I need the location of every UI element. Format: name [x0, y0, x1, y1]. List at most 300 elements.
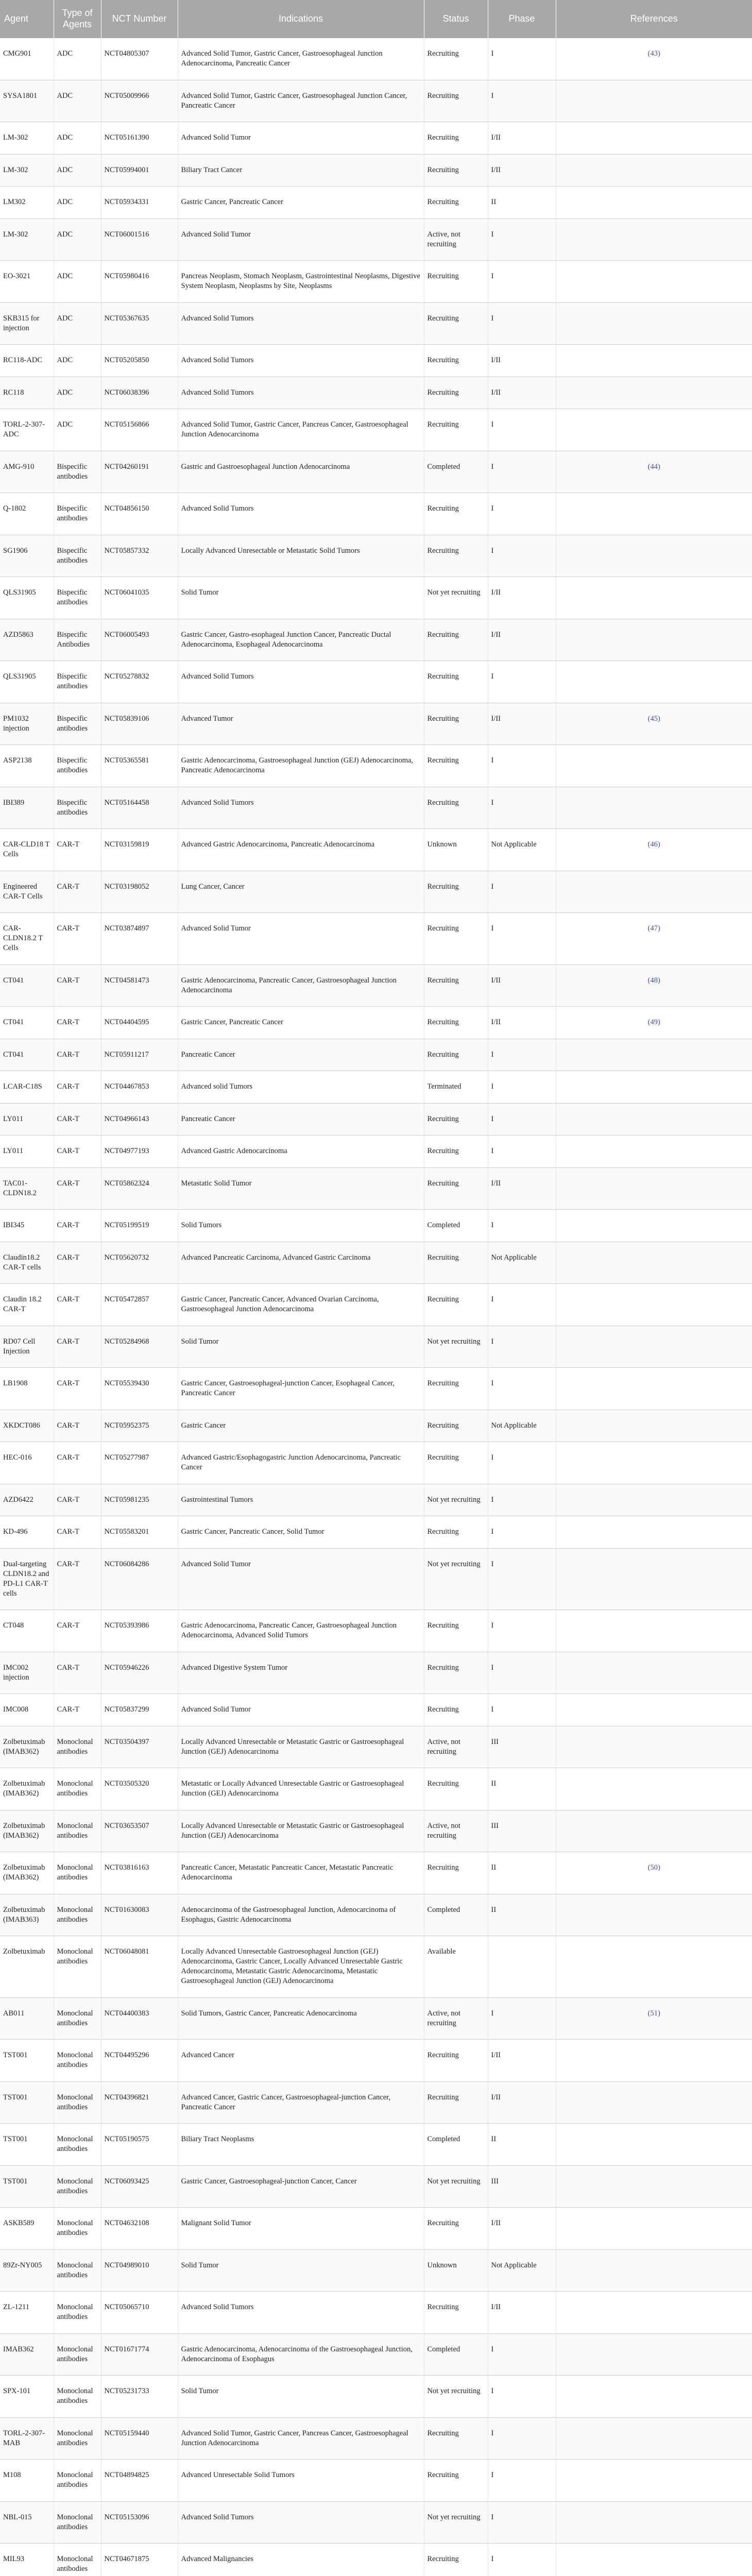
indications-cell: Advanced Solid Tumors: [178, 493, 424, 535]
status-cell: Not yet recruiting: [424, 1326, 488, 1368]
indications-cell: Solid Tumor: [178, 1326, 424, 1368]
nct-number-cell: NCT04989010: [101, 2249, 178, 2292]
phase-cell: I/II: [488, 1167, 556, 1210]
table-row: [0, 1284, 752, 1326]
nct-number-cell: NCT05911217: [101, 1039, 178, 1071]
status-cell: Recruiting: [424, 2040, 488, 2082]
agent-type-cell: Monoclonal antibodies: [54, 2165, 101, 2208]
reference-link: [556, 2544, 752, 2576]
table-row: [0, 1768, 752, 1810]
phase-cell: III: [488, 1726, 556, 1768]
table-row: [0, 1368, 752, 1410]
status-cell: Active, not recruiting: [424, 1810, 488, 1852]
agent-type-cell: CAR-T: [54, 1442, 101, 1484]
phase-cell: I: [488, 1484, 556, 1516]
agent-type-cell: Monoclonal antibodies: [54, 1894, 101, 1936]
nct-number-cell: NCT04894825: [101, 2460, 178, 2502]
reference-link: [556, 1652, 752, 1694]
table-row: [0, 187, 752, 219]
indications-cell: Gastric Cancer, Gastro-esophageal Junction Cancer, Pancreatic Ductal Adenocarcinoma, Esophageal Adenocarcinoma: [178, 619, 424, 661]
indications-cell: Pancreas Neoplasm, Stomach Neoplasm, Gastrointestinal Neoplasms, Digestive System Neoplasm, Neoplasms by Site, Neoplasms: [178, 261, 424, 303]
nct-number-cell: NCT04977193: [101, 1136, 178, 1168]
status-cell: Recruiting: [424, 1652, 488, 1694]
reference-link: [556, 1768, 752, 1810]
table-row: [0, 1442, 752, 1484]
phase-cell: I: [488, 80, 556, 122]
nct-number-cell: NCT04467853: [101, 1071, 178, 1104]
phase-cell: I/II: [488, 377, 556, 409]
reference-link: [556, 2501, 752, 2544]
reference-link: [556, 345, 752, 377]
agent-cell: Zolbetuximab (IMAB363): [0, 1894, 54, 1936]
reference-link[interactable]: (43): [556, 38, 752, 80]
reference-link[interactable]: (51): [556, 1997, 752, 2040]
phase-cell: I/II: [488, 122, 556, 155]
table-row: [0, 2333, 752, 2376]
nct-number-cell: NCT05153096: [101, 2501, 178, 2544]
agent-type-cell: Bispecific Antibodies: [54, 619, 101, 661]
reference-link: [556, 1103, 752, 1136]
agent-type-cell: CAR-T: [54, 964, 101, 1007]
nct-number-cell: NCT06048081: [101, 1936, 178, 1998]
reference-link[interactable]: (44): [556, 451, 752, 493]
status-cell: Recruiting: [424, 1136, 488, 1168]
phase-cell: III: [488, 2165, 556, 2208]
phase-cell: I: [488, 1652, 556, 1694]
agent-type-cell: CAR-T: [54, 1167, 101, 1210]
status-cell: Available: [424, 1936, 488, 1998]
indications-cell: Advanced Solid Tumor: [178, 1694, 424, 1726]
table-row: [0, 1936, 752, 1998]
status-cell: Recruiting: [424, 787, 488, 829]
reference-link: [556, 1810, 752, 1852]
agent-type-cell: Monoclonal antibodies: [54, 2544, 101, 2576]
reference-link[interactable]: (49): [556, 1007, 752, 1039]
table-row: [0, 787, 752, 829]
status-cell: Not yet recruiting: [424, 2165, 488, 2208]
agent-type-cell: Monoclonal antibodies: [54, 2081, 101, 2124]
nct-number-cell: NCT05862324: [101, 1167, 178, 1210]
reference-link: [556, 2376, 752, 2418]
status-cell: Recruiting: [424, 1852, 488, 1894]
reference-link: [556, 261, 752, 303]
agent-type-cell: Bispecific antibodies: [54, 787, 101, 829]
table-row: [0, 703, 752, 745]
agent-type-cell: CAR-T: [54, 1039, 101, 1071]
table-row: [0, 964, 752, 1007]
indications-cell: Advanced Solid Tumors: [178, 787, 424, 829]
nct-number-cell: NCT04581473: [101, 964, 178, 1007]
reference-link: [556, 377, 752, 409]
indications-cell: Advanced Solid Tumor: [178, 218, 424, 261]
status-cell: Recruiting: [424, 1039, 488, 1071]
indications-cell: Pancreatic Cancer: [178, 1039, 424, 1071]
indications-cell: Gastric Cancer, Pancreatic Cancer: [178, 187, 424, 219]
reference-link: [556, 80, 752, 122]
indications-cell: Lung Cancer, Cancer: [178, 871, 424, 913]
phase-cell: I: [488, 787, 556, 829]
table-header: [0, 0, 752, 38]
table-row: [0, 345, 752, 377]
indications-cell: Advanced Solid Tumor, Gastric Cancer, Gastroesophageal Junction Adenocarcinoma, Pancreatic Cancer: [178, 38, 424, 80]
phase-cell: I/II: [488, 1007, 556, 1039]
table-row: [0, 2249, 752, 2292]
indications-cell: Gastric Adenocarcinoma, Adenocarcinoma of the Gastroesophageal Junction, Adenocarcinoma of Esophagus: [178, 2333, 424, 2376]
reference-link: [556, 1726, 752, 1768]
agent-type-cell: Monoclonal antibodies: [54, 2124, 101, 2166]
agent-type-cell: Bispecific antibodies: [54, 661, 101, 703]
table-row: [0, 1242, 752, 1284]
nct-number-cell: NCT04966143: [101, 1103, 178, 1136]
agent-type-cell: CAR-T: [54, 1548, 101, 1610]
agent-cell: PM1032 injection: [0, 703, 54, 745]
agent-type-cell: Monoclonal antibodies: [54, 1852, 101, 1894]
table-row: [0, 2208, 752, 2250]
agent-type-cell: ADC: [54, 80, 101, 122]
indications-cell: Gastric Adenocarcinoma, Pancreatic Cancer, Gastroesophageal Junction Adenocarcinoma: [178, 964, 424, 1007]
indications-cell: Locally Advanced Unresectable or Metastatic Gastric or Gastroesophageal Junction (GEJ) Adenocarcinoma: [178, 1810, 424, 1852]
reference-link: [556, 154, 752, 187]
phase-cell: I: [488, 1694, 556, 1726]
agent-type-cell: Monoclonal antibodies: [54, 2460, 101, 2502]
phase-cell: I: [488, 38, 556, 80]
indications-cell: Advanced Solid Tumor: [178, 913, 424, 965]
table-row: [0, 1997, 752, 2040]
agent-type-cell: CAR-T: [54, 1284, 101, 1326]
status-cell: Completed: [424, 1210, 488, 1242]
table-row: [0, 2501, 752, 2544]
agent-cell: XKDCT086: [0, 1410, 54, 1442]
status-cell: Recruiting: [424, 38, 488, 80]
phase-cell: Not Applicable: [488, 1242, 556, 1284]
nct-number-cell: NCT05620732: [101, 1242, 178, 1284]
phase-cell: I/II: [488, 2292, 556, 2334]
reference-link[interactable]: (48): [556, 964, 752, 1007]
agent-cell: TORL-2-307-ADC: [0, 409, 54, 451]
table-row: [0, 2376, 752, 2418]
status-cell: Recruiting: [424, 2081, 488, 2124]
phase-cell: III: [488, 1810, 556, 1852]
reference-link: [556, 493, 752, 535]
status-cell: Recruiting: [424, 619, 488, 661]
phase-cell: I: [488, 2417, 556, 2460]
table-row: [0, 745, 752, 787]
agent-type-cell: Monoclonal antibodies: [54, 1810, 101, 1852]
status-cell: Recruiting: [424, 535, 488, 577]
reference-link: [556, 787, 752, 829]
agent-cell: HEC-016: [0, 1442, 54, 1484]
reference-link: [556, 122, 752, 155]
reference-link: [556, 302, 752, 345]
phase-cell: I: [488, 1136, 556, 1168]
agent-type-cell: Monoclonal antibodies: [54, 2249, 101, 2292]
reference-link[interactable]: (47): [556, 913, 752, 965]
agent-type-cell: CAR-T: [54, 1484, 101, 1516]
nct-number-cell: NCT05952375: [101, 1410, 178, 1442]
phase-cell: I: [488, 1516, 556, 1549]
agent-type-cell: CAR-T: [54, 1210, 101, 1242]
agent-type-cell: CAR-T: [54, 1071, 101, 1104]
status-cell: Recruiting: [424, 1610, 488, 1652]
status-cell: Recruiting: [424, 1284, 488, 1326]
column-header-references: References: [556, 0, 752, 38]
phase-cell: I/II: [488, 703, 556, 745]
agent-cell: LM302: [0, 187, 54, 219]
agent-type-cell: Monoclonal antibodies: [54, 2208, 101, 2250]
table-row: [0, 619, 752, 661]
status-cell: Completed: [424, 2333, 488, 2376]
nct-number-cell: NCT05161390: [101, 122, 178, 155]
nct-number-cell: NCT05946226: [101, 1652, 178, 1694]
indications-cell: Gastric Cancer, Pancreatic Cancer: [178, 1007, 424, 1039]
table-row: [0, 2081, 752, 2124]
indications-cell: Advanced Cancer, Gastric Cancer, Gastroesophageal-junction Cancer, Pancreatic Cancer: [178, 2081, 424, 2124]
reference-link: [556, 1694, 752, 1726]
agent-cell: ZL-1211: [0, 2292, 54, 2334]
reference-link: [556, 1410, 752, 1442]
status-cell: Recruiting: [424, 1768, 488, 1810]
phase-cell: I: [488, 1039, 556, 1071]
agent-type-cell: Monoclonal antibodies: [54, 1726, 101, 1768]
table-row: [0, 302, 752, 345]
header-row: [0, 0, 752, 38]
agent-cell: EO-3021: [0, 261, 54, 303]
indications-cell: Advanced Solid Tumors: [178, 2292, 424, 2334]
table-row: [0, 1652, 752, 1694]
agent-cell: CT041: [0, 1039, 54, 1071]
reference-link: [556, 745, 752, 787]
reference-link: [556, 1548, 752, 1610]
status-cell: Recruiting: [424, 80, 488, 122]
table-row: [0, 1103, 752, 1136]
agent-cell: TST001: [0, 2124, 54, 2166]
table-row: [0, 829, 752, 871]
indications-cell: Advanced Solid Tumors: [178, 2501, 424, 2544]
indications-cell: Solid Tumors, Gastric Cancer, Pancreatic Adenocarcinoma: [178, 1997, 424, 2040]
indications-cell: Advanced Solid Tumor, Gastric Cancer, Pancreas Cancer, Gastroesophageal Junction Adenocarcinoma: [178, 2417, 424, 2460]
nct-number-cell: NCT05934331: [101, 187, 178, 219]
column-header-status: Status: [424, 0, 488, 38]
reference-link: [556, 2417, 752, 2460]
agent-type-cell: ADC: [54, 122, 101, 155]
status-cell: Terminated: [424, 1071, 488, 1104]
agent-cell: CAR-CLDN18.2 T Cells: [0, 913, 54, 965]
status-cell: Recruiting: [424, 1368, 488, 1410]
indications-cell: Gastric Adenocarcinoma, Pancreatic Cancer, Gastroesophageal Junction Adenocarcinoma, Advanced Solid Tumors: [178, 1610, 424, 1652]
status-cell: Unknown: [424, 829, 488, 871]
status-cell: Unknown: [424, 2249, 488, 2292]
status-cell: Recruiting: [424, 261, 488, 303]
indications-cell: Advanced Unresectable Solid Tumors: [178, 2460, 424, 2502]
reference-link: [556, 1442, 752, 1484]
indications-cell: Pancreatic Cancer, Metastatic Pancreatic Cancer, Metastatic Pancreatic Adenocarcinoma: [178, 1852, 424, 1894]
agent-cell: Engineered CAR-T Cells: [0, 871, 54, 913]
agent-type-cell: ADC: [54, 218, 101, 261]
status-cell: Recruiting: [424, 871, 488, 913]
indications-cell: Advanced Gastric Adenocarcinoma, Pancreatic Adenocarcinoma: [178, 829, 424, 871]
agent-type-cell: Monoclonal antibodies: [54, 1936, 101, 1998]
agent-type-cell: CAR-T: [54, 871, 101, 913]
status-cell: Recruiting: [424, 1007, 488, 1039]
nct-number-cell: NCT01630083: [101, 1894, 178, 1936]
agent-cell: CMG901: [0, 38, 54, 80]
nct-number-cell: NCT04396821: [101, 2081, 178, 2124]
agent-cell: TAC01-CLDN18.2: [0, 1167, 54, 1210]
reference-link: [556, 2249, 752, 2292]
agent-type-cell: ADC: [54, 377, 101, 409]
reference-link: [556, 2460, 752, 2502]
nct-number-cell: NCT05009966: [101, 80, 178, 122]
reference-link: [556, 1136, 752, 1168]
nct-number-cell: NCT05583201: [101, 1516, 178, 1549]
reference-link: [556, 577, 752, 619]
nct-number-cell: NCT05199519: [101, 1210, 178, 1242]
phase-cell: I/II: [488, 619, 556, 661]
phase-cell: I/II: [488, 577, 556, 619]
table-row: [0, 2460, 752, 2502]
agent-cell: CT048: [0, 1610, 54, 1652]
table-row: [0, 1410, 752, 1442]
table-row: [0, 409, 752, 451]
reference-link[interactable]: (50): [556, 1852, 752, 1894]
agent-cell: CT041: [0, 964, 54, 1007]
nct-number-cell: NCT05365581: [101, 745, 178, 787]
agent-cell: IBI345: [0, 1210, 54, 1242]
nct-number-cell: NCT04260191: [101, 451, 178, 493]
phase-cell: I: [488, 451, 556, 493]
status-cell: Recruiting: [424, 913, 488, 965]
reference-link: [556, 1210, 752, 1242]
nct-number-cell: NCT04632108: [101, 2208, 178, 2250]
nct-number-cell: NCT04404595: [101, 1007, 178, 1039]
nct-number-cell: NCT03198052: [101, 871, 178, 913]
reference-link: [556, 535, 752, 577]
agent-type-cell: CAR-T: [54, 829, 101, 871]
nct-number-cell: NCT05205850: [101, 345, 178, 377]
table-row: [0, 913, 752, 965]
reference-link: [556, 2165, 752, 2208]
table-row: [0, 1167, 752, 1210]
agent-cell: AMG-910: [0, 451, 54, 493]
nct-number-cell: NCT06001516: [101, 218, 178, 261]
status-cell: Recruiting: [424, 345, 488, 377]
phase-cell: II: [488, 1768, 556, 1810]
agent-cell: QLS31905: [0, 577, 54, 619]
reference-link: [556, 2333, 752, 2376]
indications-cell: Advanced Solid Tumors: [178, 345, 424, 377]
reference-link: [556, 1894, 752, 1936]
status-cell: Recruiting: [424, 493, 488, 535]
table-row: [0, 2292, 752, 2334]
status-cell: Recruiting: [424, 1694, 488, 1726]
reference-link: [556, 2040, 752, 2082]
agent-cell: RC118-ADC: [0, 345, 54, 377]
agent-cell: LY011: [0, 1136, 54, 1168]
agent-cell: Dual-targeting CLDN18.2 and PD-L1 CAR-T cells: [0, 1548, 54, 1610]
indications-cell: Locally Advanced Unresectable or Metastatic Gastric or Gastroesophageal Junction (GEJ) Adenocarcinoma: [178, 1726, 424, 1768]
agent-cell: AZD6422: [0, 1484, 54, 1516]
phase-cell: I: [488, 218, 556, 261]
phase-cell: Not Applicable: [488, 829, 556, 871]
agent-cell: TST001: [0, 2040, 54, 2082]
agent-type-cell: ADC: [54, 38, 101, 80]
agent-type-cell: CAR-T: [54, 1610, 101, 1652]
phase-cell: I: [488, 2544, 556, 2576]
phase-cell: I: [488, 409, 556, 451]
table-row: [0, 535, 752, 577]
phase-cell: I: [488, 1442, 556, 1484]
agent-type-cell: ADC: [54, 261, 101, 303]
reference-link: [556, 1516, 752, 1549]
reference-link: [556, 1484, 752, 1516]
phase-cell: I: [488, 661, 556, 703]
indications-cell: Solid Tumors: [178, 1210, 424, 1242]
status-cell: Recruiting: [424, 1410, 488, 1442]
table-row: [0, 493, 752, 535]
indications-cell: Advanced Solid Tumor, Gastric Cancer, Pancreas Cancer, Gastroesophageal Junction Adenocarcinoma: [178, 409, 424, 451]
indications-cell: Malignant Solid Tumor: [178, 2208, 424, 2250]
phase-cell: I: [488, 871, 556, 913]
status-cell: Recruiting: [424, 2292, 488, 2334]
status-cell: Recruiting: [424, 1103, 488, 1136]
agent-type-cell: CAR-T: [54, 913, 101, 965]
reference-link: [556, 1039, 752, 1071]
agent-cell: Zolbetuximab (IMAB362): [0, 1810, 54, 1852]
reference-link[interactable]: (46): [556, 829, 752, 871]
agent-cell: QLS31905: [0, 661, 54, 703]
agent-cell: LM-302: [0, 122, 54, 155]
phase-cell: I: [488, 493, 556, 535]
agent-type-cell: Monoclonal antibodies: [54, 2040, 101, 2082]
indications-cell: Locally Advanced Unresectable or Metastatic Solid Tumors: [178, 535, 424, 577]
indications-cell: Gastric Cancer, Gastroesophageal-junction Cancer, Esophageal Cancer, Pancreatic Cancer: [178, 1368, 424, 1410]
phase-cell: I/II: [488, 964, 556, 1007]
status-cell: Not yet recruiting: [424, 577, 488, 619]
column-header-agent: Agent: [0, 0, 54, 38]
indications-cell: Gastric and Gastroesophageal Junction Adenocarcinoma: [178, 451, 424, 493]
agent-type-cell: CAR-T: [54, 1516, 101, 1549]
agent-cell: LM-302: [0, 218, 54, 261]
nct-number-cell: NCT04495296: [101, 2040, 178, 2082]
agent-type-cell: CAR-T: [54, 1007, 101, 1039]
indications-cell: Metastatic Solid Tumor: [178, 1167, 424, 1210]
status-cell: Recruiting: [424, 409, 488, 451]
nct-number-cell: NCT03816163: [101, 1852, 178, 1894]
agent-type-cell: Monoclonal antibodies: [54, 2333, 101, 2376]
status-cell: Not yet recruiting: [424, 1484, 488, 1516]
phase-cell: I: [488, 1368, 556, 1410]
agent-type-cell: CAR-T: [54, 1410, 101, 1442]
table-row: [0, 2124, 752, 2166]
reference-link[interactable]: (45): [556, 703, 752, 745]
table-row: [0, 577, 752, 619]
indications-cell: Advanced Gastric Adenocarcinoma: [178, 1136, 424, 1168]
agent-cell: ASP2138: [0, 745, 54, 787]
nct-number-cell: NCT06041035: [101, 577, 178, 619]
indications-cell: Gastric Adenocarcinoma, Gastroesophageal Junction (GEJ) Adenocarcinoma, Pancreatic Adenocarcinoma: [178, 745, 424, 787]
agent-type-cell: Monoclonal antibodies: [54, 1768, 101, 1810]
reference-link: [556, 1936, 752, 1998]
table-row: [0, 1039, 752, 1071]
reference-link: [556, 619, 752, 661]
phase-cell: I: [488, 913, 556, 965]
nct-number-cell: NCT03505320: [101, 1768, 178, 1810]
table-row: [0, 218, 752, 261]
status-cell: Recruiting: [424, 1167, 488, 1210]
reference-link: [556, 1167, 752, 1210]
phase-cell: II: [488, 1852, 556, 1894]
status-cell: Recruiting: [424, 122, 488, 155]
